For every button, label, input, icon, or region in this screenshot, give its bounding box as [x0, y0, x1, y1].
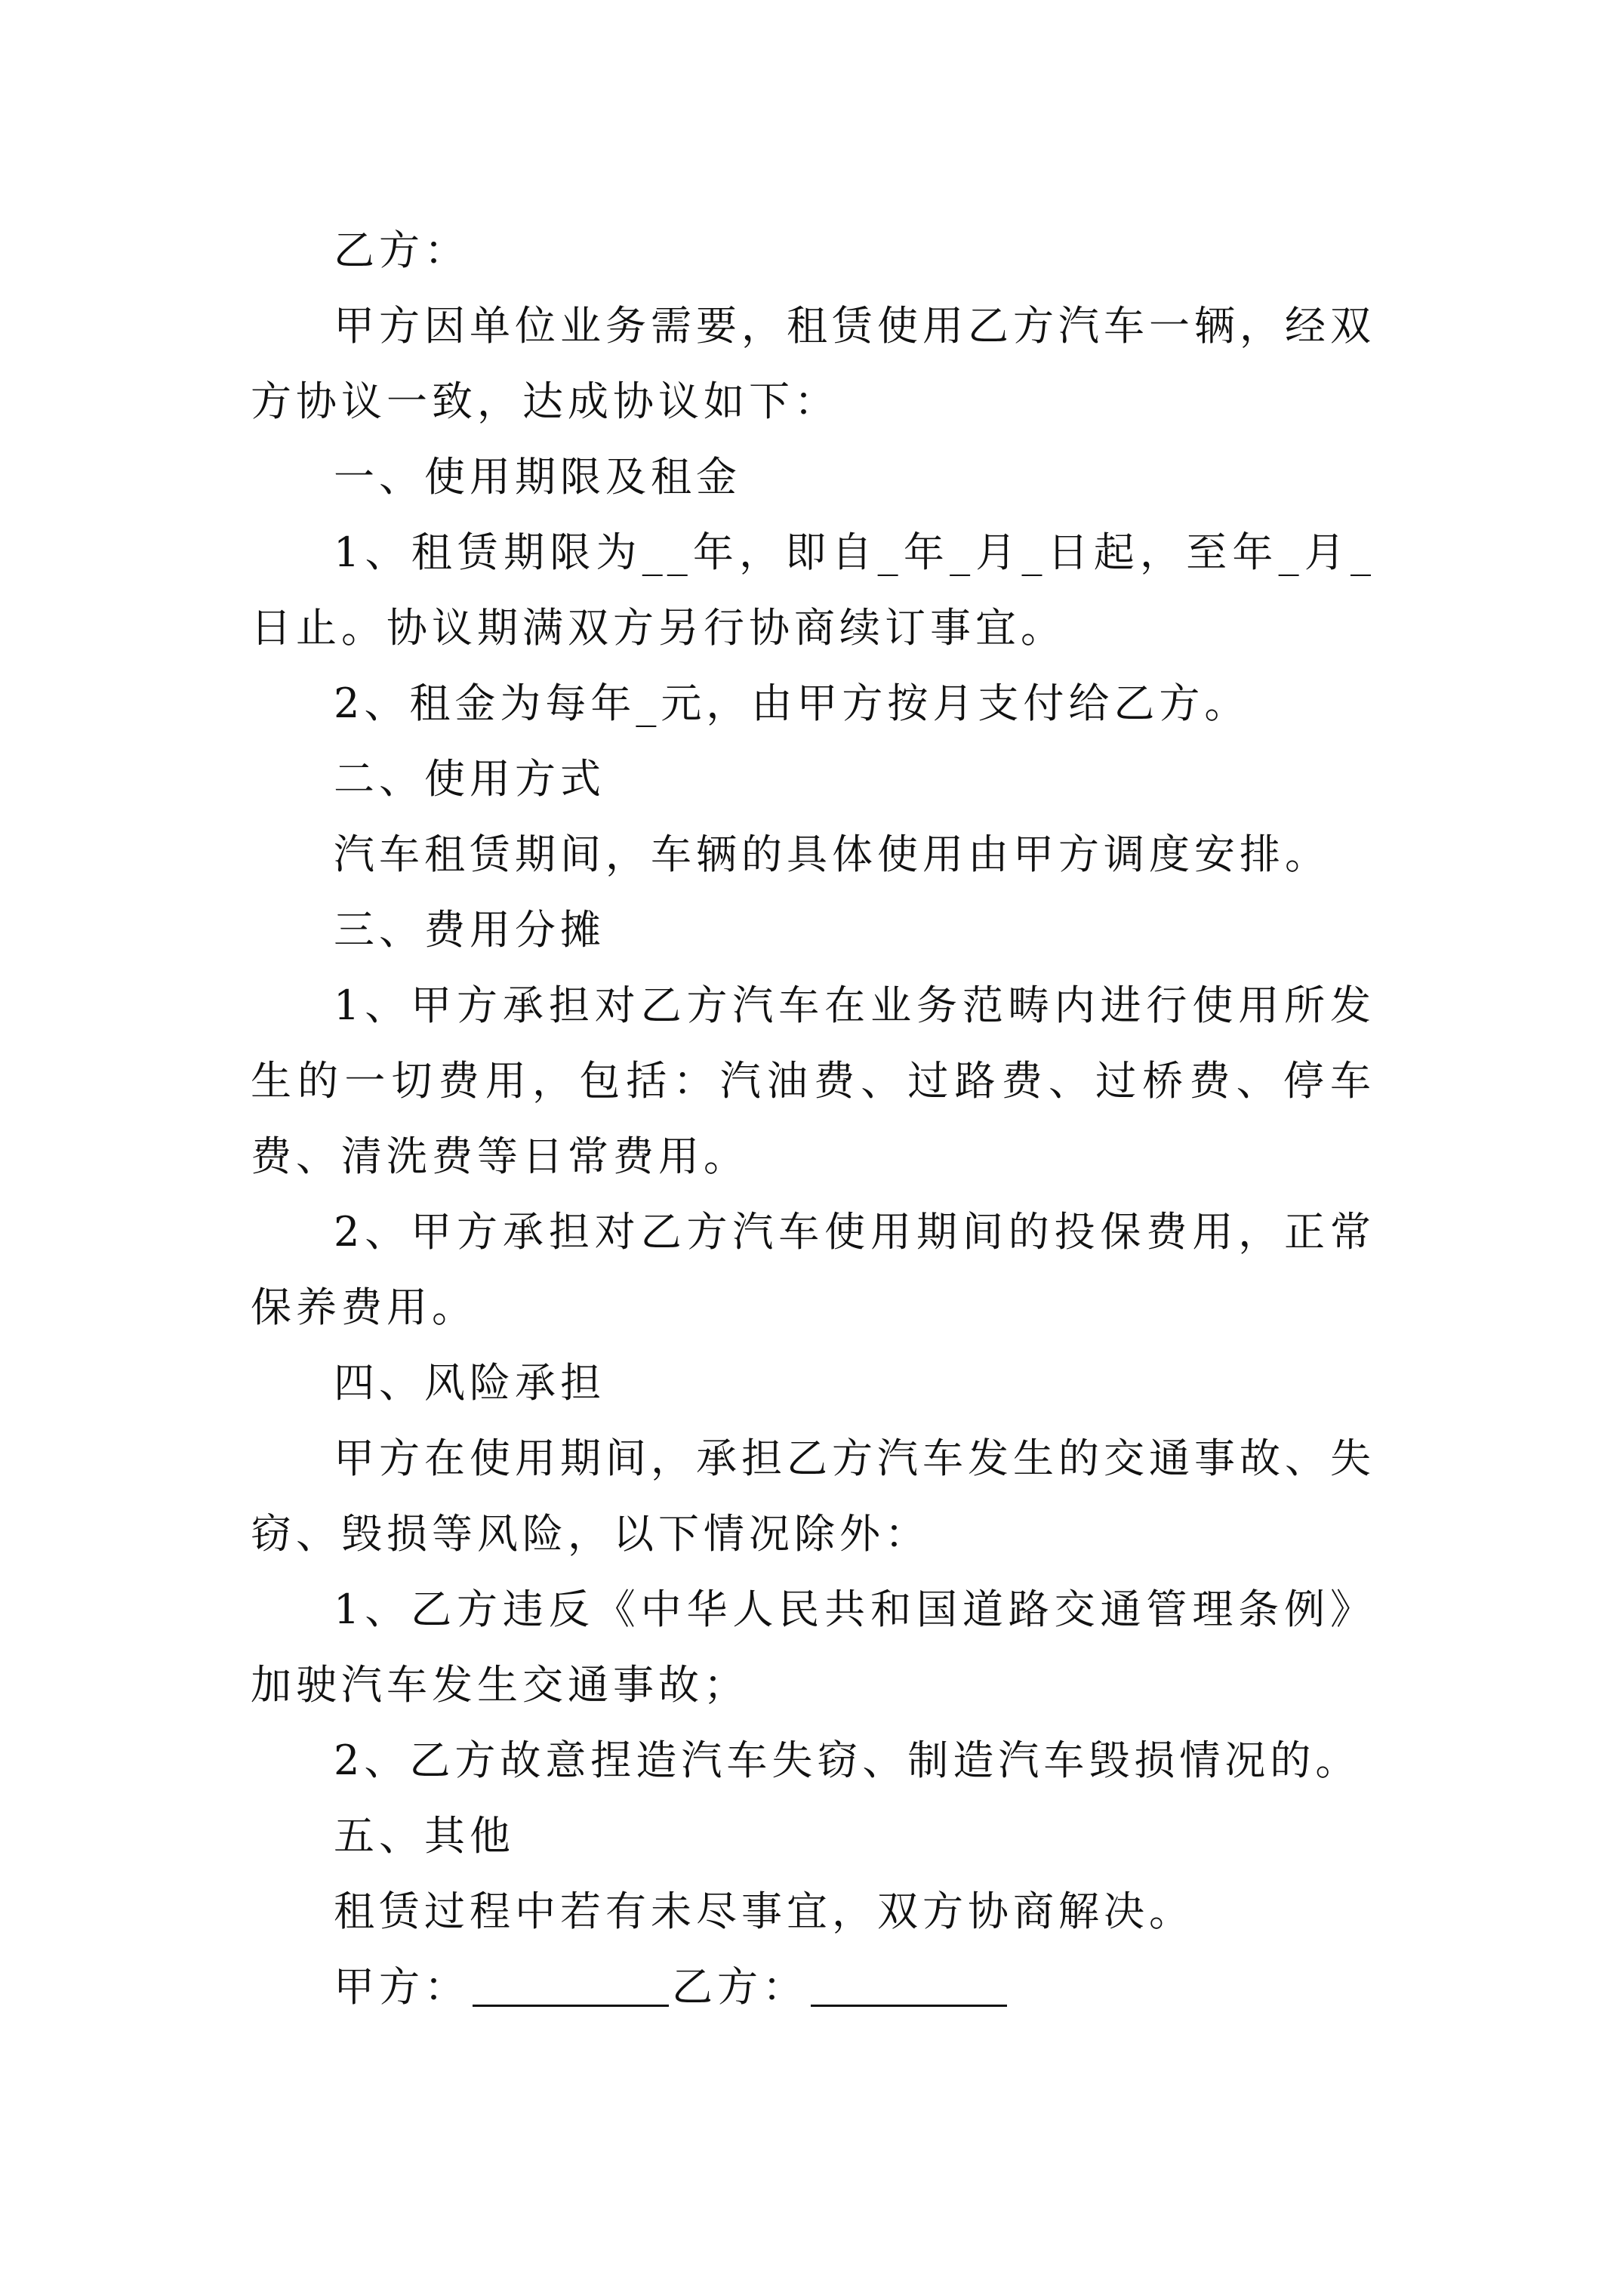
- clause-4-1: 1、乙方违反《中华人民共和国道路交通管理条例》加驶汽车发生交通事故；: [251, 1586, 1375, 1709]
- party-a-signature-blank: [473, 1964, 669, 2007]
- section-3-heading: 三、费用分摊: [334, 906, 605, 954]
- clause-4: 甲方在使用期间，承担乙方汽车发生的交通事故、失窃、毁损等风险，以下情况除外：: [251, 1435, 1375, 1558]
- section-5-heading: 五、其他: [334, 1812, 515, 1860]
- clause-3-1: 1、甲方承担对乙方汽车在业务范畴内进行使用所发生的一切费用，包括：汽油费、过路费、过桥费、停车费、清洗费等日常费用。: [251, 982, 1375, 1180]
- contract-body: [251, 213, 1375, 2025]
- party-b-signature-blank: [811, 1964, 1007, 2007]
- section-1-heading: 一、使用期限及租金: [334, 453, 741, 501]
- clause-5: 租赁过程中若有未尽事宜，双方协商解决。: [334, 1888, 1194, 1935]
- signature-line: [251, 1949, 1375, 2025]
- section-2-heading: 二、使用方式: [334, 755, 605, 803]
- party-b-header: 乙方：: [334, 227, 470, 274]
- section-4-heading: 四、风险承担: [334, 1359, 605, 1407]
- party-a-signature-label: 甲方：: [334, 1963, 470, 2011]
- intro-paragraph: 甲方因单位业务需要，租赁使用乙方汽车一辆，经双方协议一致，达成协议如下：: [251, 302, 1375, 425]
- clause-1-1: 1、租赁期限为__年，即自_年_月_日起，至年_月_日止。协议期满双方另行协商续订事宜。: [251, 529, 1375, 652]
- clause-4-2: 2、乙方故意捏造汽车失窃、制造汽车毁损情况的。: [334, 1737, 1361, 1784]
- clause-1-2: 2、租金为每年_元，由甲方按月支付给乙方。: [334, 680, 1250, 727]
- clause-3-2: 2、甲方承担对乙方汽车使用期间的投保费用，正常保养费用。: [251, 1208, 1375, 1331]
- clause-2: 汽车租赁期间，车辆的具体使用由甲方调度安排。: [334, 831, 1330, 878]
- party-b-signature-label: 乙方：: [672, 1963, 808, 2011]
